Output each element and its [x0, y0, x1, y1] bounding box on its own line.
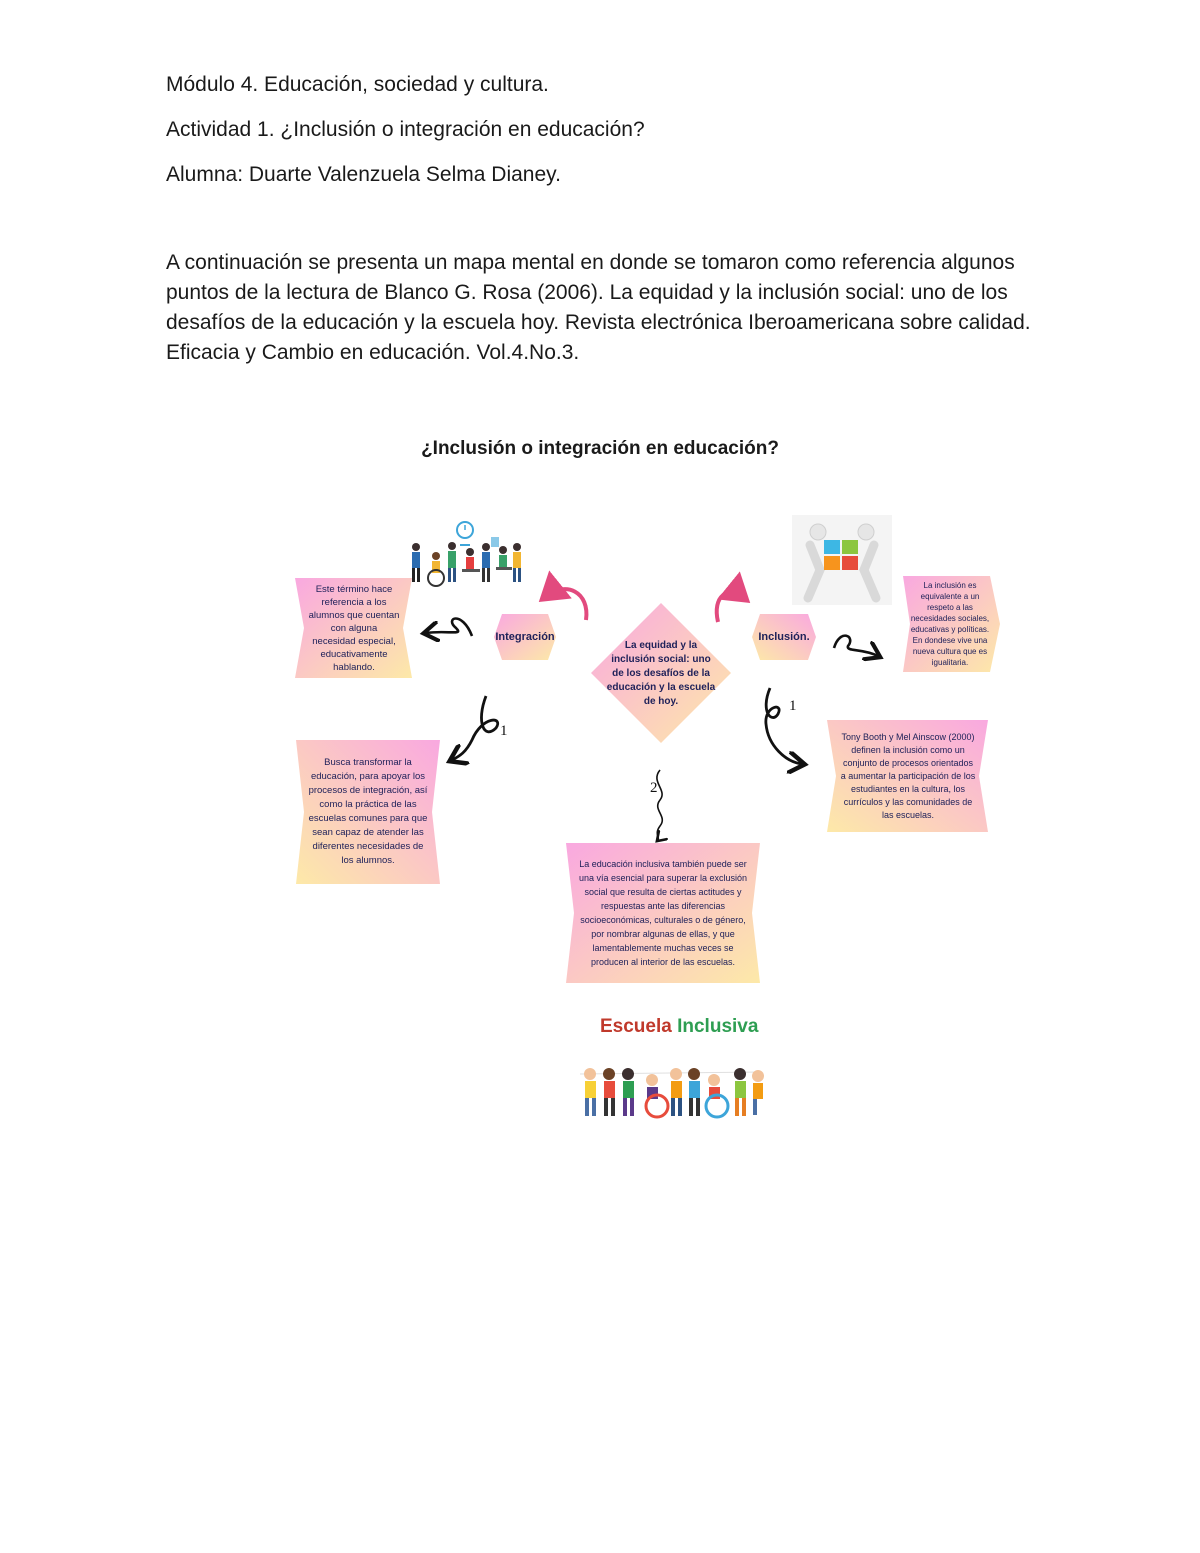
squiggle-arrow-right-def-icon	[834, 636, 878, 656]
squiggle-arrow-right-goal-icon	[766, 688, 802, 764]
intro-paragraph: A continuación se presenta un mapa mental en donde se tomaron como referencia algunos puntos de la lectura de Blanco G. Rosa (2006). La equidad y la inclusión social: uno de los desafíos de la educación y la escuela hoy. Revista electrónica Iberoamericana sobre calidad. Eficacia y Cambio en educación. Vol.4.No.3.	[166, 251, 1031, 364]
squiggle-arrow-bottom-icon	[657, 770, 662, 840]
number-bottom: 2	[650, 780, 658, 796]
center-topic: La equidad y la inclusión social: uno de los desafíos de la educación y la escuela de hoy.	[606, 640, 716, 707]
integration-definition: Este término hace referencia a los alumnos que cuentan con alguna necesidad especial, educativamente hablando.	[308, 583, 400, 673]
inclusion-node[interactable]: Inclusión.	[758, 631, 810, 643]
brand-word-inclusiva: Inclusiva	[677, 1016, 759, 1037]
number-right: 1	[789, 698, 797, 714]
number-left: 1	[500, 723, 508, 739]
escuela-inclusiva-logo	[600, 1016, 758, 1038]
integration-goal: Busca transformar la educación, para apoyar los procesos de integración, así como la práctica de las escuelas comunes para que sean capaz de atender las diferentes necesidades de los alumnos.	[308, 757, 428, 866]
team-illustration	[400, 508, 528, 590]
activity-line: Actividad 1. ¿Inclusión o integración en educación?	[166, 118, 645, 141]
squiggle-arrow-left-def-icon	[426, 619, 472, 637]
inclusion-booth-ainscow: Tony Booth y Mel Ainscow (2000) definen la inclusión como un conjunto de procesos orientados a aumentar la participación de los estudiantes en la cultura, los currículos y las comunidades de las escuelas.	[840, 731, 976, 820]
inclusion-definition: La inclusión es equivalente a un respeto a las necesidades sociales, educativas y políticas. En dondese vive una nueva cultura que es igualitaria.	[910, 581, 990, 667]
squiggle-arrow-left-goal-icon	[452, 696, 498, 760]
puzzle-illustration	[792, 515, 892, 605]
student-line: Alumna: Duarte Valenzuela Selma Dianey.	[166, 163, 561, 186]
module-line: Módulo 4. Educación, sociedad y cultura.	[166, 73, 549, 96]
brand-word-escuela: Escuela	[600, 1016, 672, 1037]
inclusive-education-text: La educación inclusiva también puede ser una vía esencial para superar la exclusión social que resulta de ciertas actitudes y respuestas ante las diferencias socioeconómicas, culturales o de género, por nombrar algunas de ellas, y que lamentablemente muchas veces se producen al interior de las escuelas.	[578, 859, 748, 967]
pink-arrow-right-icon	[717, 593, 744, 622]
integration-node[interactable]: Integración	[495, 631, 555, 643]
map-title: ¿Inclusión o integración en educación?	[421, 438, 779, 459]
kids-illustration	[574, 1056, 770, 1138]
